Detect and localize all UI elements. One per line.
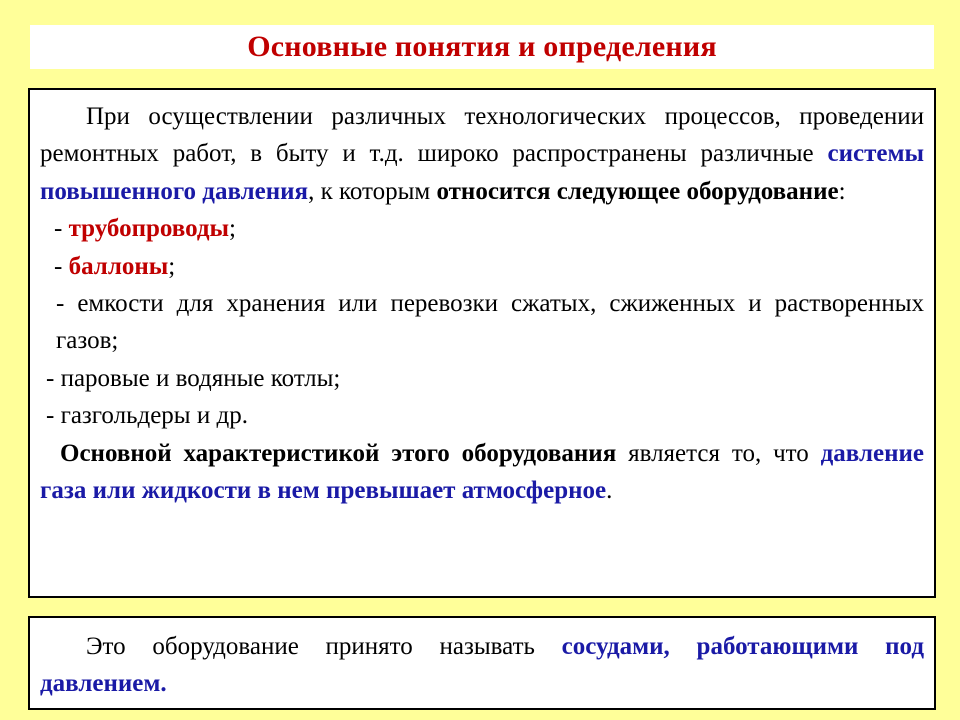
equipment-phrase: относится следующее оборудование <box>436 177 839 205</box>
conclusion-paragraph <box>40 628 924 703</box>
list-item: - емкости для хранения или перевозки сжатых, сжиженных и растворенных газов; <box>56 290 924 355</box>
pressure-vessels-term: сосудами, работающими под давлением. <box>40 633 924 698</box>
list-dash: - <box>54 252 69 280</box>
main-content-box <box>28 88 936 598</box>
intro-text: При осуществлении различных технологических процессов, проведении ремонтных работ, в быту и т.д. широко распространены различные <box>40 103 924 168</box>
characteristic-paragraph <box>40 435 924 510</box>
list-item <box>40 248 924 285</box>
pipelines-term: трубопроводы <box>68 215 230 243</box>
title-bar <box>30 25 934 69</box>
intro-paragraph <box>40 98 924 210</box>
characteristic-phrase: Основной характеристикой этого оборудования <box>60 439 617 467</box>
pressure-statement: давление газа или жидкости в нем превышает атмосферное <box>40 439 924 505</box>
list-punct: ; <box>168 252 176 280</box>
characteristic-period: . <box>606 477 613 505</box>
cylinders-term: баллоны <box>68 252 169 280</box>
list-dash: - <box>54 215 69 243</box>
pressure-systems-term: системы повышенного давления <box>40 140 924 205</box>
conclusion-box <box>28 616 936 710</box>
list-item <box>40 210 924 247</box>
intro-colon: : <box>838 177 846 205</box>
list-punct: ; <box>229 215 236 243</box>
characteristic-connector: является то, что <box>616 439 821 467</box>
page-title: Основные понятия и определения <box>247 30 717 63</box>
conclusion-text: Это оборудование принято называть <box>86 633 562 660</box>
intro-connector: , к которым <box>308 177 437 205</box>
list-item: - паровые и водяные котлы; <box>46 364 341 392</box>
list-item: - газгольдеры и др. <box>46 402 248 430</box>
